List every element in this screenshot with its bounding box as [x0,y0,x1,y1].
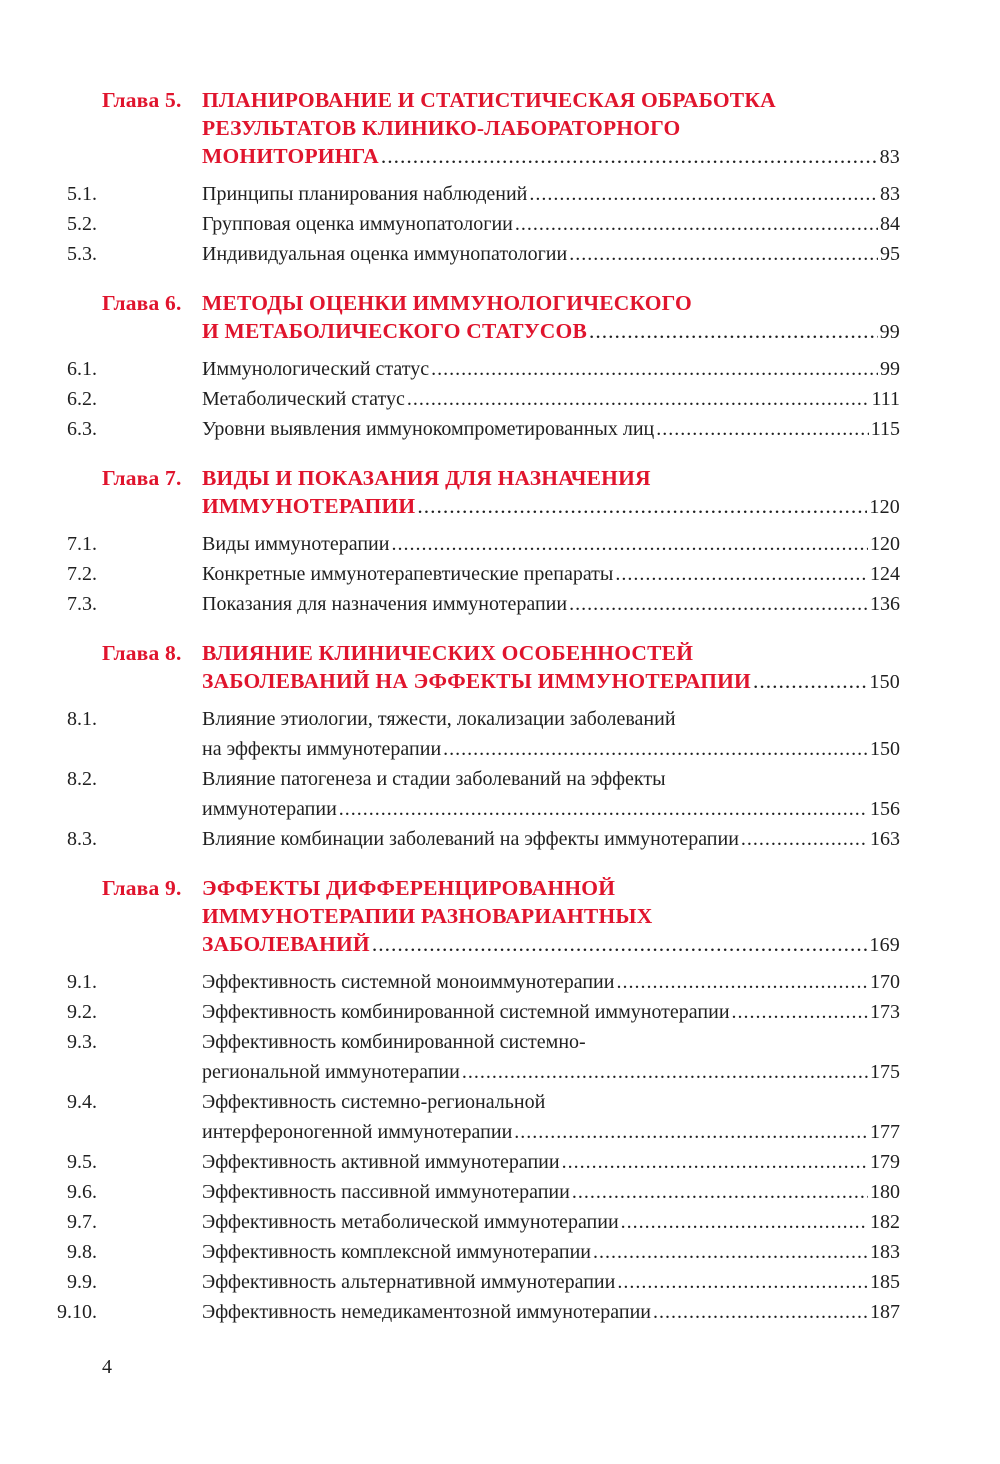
chapter-label: Глава 6. [102,291,182,315]
entry-page-number: 173 [870,1001,900,1023]
entry-line [202,1237,900,1267]
section-number: 6.2. [67,388,97,410]
entry-page-number: 95 [880,243,900,265]
toc-chapter [0,639,1000,854]
chapter-label: Глава 7. [102,466,182,490]
toc-entry[interactable] [0,1087,900,1147]
entry-page-number: 182 [870,1211,900,1233]
entry-title: Эффективность метаболической иммунотерапии [202,1211,619,1233]
chapter-heading[interactable] [0,464,900,521]
dot-leader [569,589,868,619]
toc-entry[interactable] [0,1027,900,1087]
entry-line [202,794,900,824]
dot-leader [443,734,868,764]
toc-chapter [0,86,1000,269]
entry-title: Эффективность комплексной иммунотерапии [202,1241,591,1263]
chapter-heading[interactable] [0,639,900,696]
chapter-title-line [202,639,900,667]
entry-title: иммунотерапии [202,798,337,820]
entry-page-number: 99 [880,358,900,380]
entry-line [202,239,900,269]
entry-line [202,179,900,209]
chapter-page-number: 120 [869,496,900,518]
entry-line [202,529,900,559]
section-number: 7.2. [67,563,97,585]
entry-title: Влияние этиологии, тяжести, локализации заболеваний [202,708,676,730]
entry-page-number: 111 [871,388,900,410]
chapter-label: Глава 5. [102,88,182,112]
chapter-title-text: ЗАБОЛЕВАНИЙ [202,932,370,956]
chapter-page-number: 83 [879,146,900,168]
section-number: 8.3. [67,828,97,850]
toc-entry[interactable] [0,967,900,997]
entry-line [202,734,900,764]
chapter-label: Глава 8. [102,641,182,665]
entry-title: Эффективность комбинированной системной иммунотерапии [202,1001,730,1023]
entry-page-number: 150 [870,738,900,760]
toc-entry[interactable] [0,997,900,1027]
dot-leader [417,492,867,520]
chapter-title-line [202,289,900,317]
dot-leader [372,930,868,958]
entry-title: интерфероногенной иммунотерапии [202,1121,513,1143]
entry-title: Метаболический статус [202,388,405,410]
entry-title: Иммунологический статус [202,358,430,380]
section-number: 6.3. [67,418,97,440]
toc-entry[interactable] [0,1297,900,1327]
section-number: 9.3. [67,1031,97,1053]
chapter-title-text: ЭФФЕКТЫ ДИФФЕРЕНЦИРОВАННОЙ [202,876,616,900]
toc-entry[interactable] [0,1147,900,1177]
toc-entry[interactable] [0,179,900,209]
chapter-title-line [202,930,900,959]
entry-line [202,1267,900,1297]
dot-leader [562,1147,868,1177]
section-number: 9.10. [57,1301,97,1323]
chapter-heading[interactable] [0,289,900,346]
entry-line [202,209,900,239]
entry-page-number: 170 [870,971,900,993]
toc-entry[interactable] [0,239,900,269]
entry-page-number: 183 [870,1241,900,1263]
dot-leader [462,1057,868,1087]
entry-title: Эффективность комбинированной системно- [202,1031,586,1053]
chapter-page-number: 169 [869,934,900,956]
toc-entry[interactable] [0,589,900,619]
chapter-sections [0,704,1000,854]
chapter-title-text: МЕТОДЫ ОЦЕНКИ ИММУНОЛОГИЧЕСКОГО [202,291,692,315]
entry-line [202,1117,900,1147]
entry-title: Уровни выявления иммунокомпрометированных лиц [202,418,655,440]
entry-line [202,384,900,414]
section-number: 7.3. [67,593,97,615]
section-number: 5.2. [67,213,97,235]
section-number: 9.1. [67,971,97,993]
entry-title: Групповая оценка иммунопатологии [202,213,513,235]
entry-page-number: 84 [880,213,900,235]
toc-entry[interactable] [0,384,900,414]
entry-title: Эффективность активной иммунотерапии [202,1151,560,1173]
chapter-title-text: ВЛИЯНИЕ КЛИНИЧЕСКИХ ОСОБЕННОСТЕЙ [202,641,694,665]
entry-line [202,824,900,854]
entry-page-number: 180 [870,1181,900,1203]
dot-leader [656,414,868,444]
chapter-sections [0,529,1000,619]
chapter-title-line [202,142,900,171]
entry-page-number: 177 [870,1121,900,1143]
entry-page-number: 83 [880,183,900,205]
section-number: 9.6. [67,1181,97,1203]
entry-line [202,1027,900,1057]
section-number: 9.9. [67,1271,97,1293]
chapter-title-line [202,902,900,930]
entry-line [202,1207,900,1237]
entry-title: Эффективность альтернативной иммунотерапии [202,1271,616,1293]
entry-line [202,414,900,444]
dot-leader [572,1177,868,1207]
entry-line [202,1087,900,1117]
section-number: 5.3. [67,243,97,265]
entry-line [202,1147,900,1177]
dot-leader [617,1267,868,1297]
entry-title: Эффективность системно-региональной [202,1091,546,1113]
chapter-page-number: 150 [869,671,900,693]
entry-page-number: 175 [870,1061,900,1083]
chapter-title-line [202,492,900,521]
dot-leader [593,1237,868,1267]
chapter-title-text: МОНИТОРИНГА [202,144,379,168]
toc-entry[interactable] [0,824,900,854]
section-number: 9.5. [67,1151,97,1173]
chapter-title-text: ИММУНОТЕРАПИИ [202,494,416,518]
chapter-sections [0,967,1000,1327]
dot-leader [431,354,878,384]
toc-chapter [0,289,1000,444]
chapter-sections [0,179,1000,269]
dot-leader [381,142,878,170]
chapter-title-text: ВИДЫ И ПОКАЗАНИЯ ДЛЯ НАЗНАЧЕНИЯ [202,466,651,490]
chapter-title-text: ПЛАНИРОВАНИЕ И СТАТИСТИЧЕСКАЯ ОБРАБОТКА [202,88,776,112]
entry-title: Виды иммунотерапии [202,533,390,555]
entry-title: Влияние комбинации заболеваний на эффекты иммунотерапии [202,828,739,850]
entry-page-number: 124 [870,563,900,585]
dot-leader [615,559,868,589]
dot-leader [741,824,868,854]
toc-entry[interactable] [0,704,900,764]
chapter-label: Глава 9. [102,876,182,900]
section-number: 9.4. [67,1091,97,1113]
chapter-title-text: ИММУНОТЕРАПИИ РАЗНОВАРИАНТНЫХ [202,904,653,928]
chapter-title-line [202,667,900,696]
entry-line [202,589,900,619]
entry-line [202,704,900,734]
chapter-title-text: И МЕТАБОЛИЧЕСКОГО СТАТУСОВ [202,319,587,343]
toc-chapter [0,874,1000,1327]
dot-leader [616,967,868,997]
dot-leader [407,384,870,414]
entry-line [202,1177,900,1207]
section-number: 9.8. [67,1241,97,1263]
section-number: 9.7. [67,1211,97,1233]
dot-leader [621,1207,868,1237]
dot-leader [529,179,878,209]
chapter-title-text: ЗАБОЛЕВАНИЙ НА ЭФФЕКТЫ ИММУНОТЕРАПИИ [202,669,751,693]
chapter-title-line [202,86,900,114]
entry-line [202,967,900,997]
entry-title: Конкретные иммунотерапевтические препараты [202,563,614,585]
section-number: 7.1. [67,533,97,555]
chapter-sections [0,354,1000,444]
section-number: 6.1. [67,358,97,380]
entry-page-number: 156 [870,798,900,820]
toc-entry[interactable] [0,414,900,444]
entry-title: региональной иммунотерапии [202,1061,460,1083]
table-of-contents [0,86,1000,1327]
entry-line [202,559,900,589]
entry-title: на эффекты иммунотерапии [202,738,442,760]
entry-page-number: 136 [870,593,900,615]
section-number: 8.1. [67,708,97,730]
entry-page-number: 115 [870,418,900,440]
dot-leader [569,239,878,269]
toc-entry[interactable] [0,529,900,559]
entry-title: Эффективность немедикаментозной иммунотерапии [202,1301,651,1323]
entry-title: Эффективность системной моноиммунотерапии [202,971,615,993]
dot-leader [339,794,868,824]
entry-line [202,354,900,384]
toc-entry[interactable] [0,1207,900,1237]
toc-chapter [0,464,1000,619]
entry-title: Показания для назначения иммунотерапии [202,593,568,615]
toc-entry[interactable] [0,209,900,239]
section-number: 5.1. [67,183,97,205]
entry-title: Влияние патогенеза и стадии заболеваний на эффекты [202,768,666,790]
entry-line [202,1297,900,1327]
toc-entry[interactable] [0,1267,900,1297]
entry-line [202,764,900,794]
dot-leader [589,317,878,345]
entry-line [202,1057,900,1087]
chapter-title-line [202,874,900,902]
chapter-page-number: 99 [879,321,900,343]
entry-page-number: 163 [870,828,900,850]
entry-page-number: 179 [870,1151,900,1173]
section-number: 8.2. [67,768,97,790]
dot-leader [515,209,878,239]
dot-leader [753,667,867,695]
chapter-heading[interactable] [0,86,900,171]
toc-entry[interactable] [0,1237,900,1267]
section-number: 9.2. [67,1001,97,1023]
entry-page-number: 185 [870,1271,900,1293]
dot-leader [653,1297,868,1327]
entry-line [202,997,900,1027]
chapter-heading[interactable] [0,874,900,959]
toc-entry[interactable] [0,559,900,589]
dot-leader [514,1117,868,1147]
page-number: 4 [102,1356,112,1378]
dot-leader [732,997,868,1027]
entry-title: Эффективность пассивной иммунотерапии [202,1181,570,1203]
toc-entry[interactable] [0,764,900,824]
chapter-title-line [202,114,900,142]
chapter-title-line [202,317,900,346]
entry-page-number: 187 [870,1301,900,1323]
entry-page-number: 120 [870,533,900,555]
entry-title: Принципы планирования наблюдений [202,183,528,205]
chapter-title-text: РЕЗУЛЬТАТОВ КЛИНИКО-ЛАБОРАТОРНОГО [202,116,681,140]
dot-leader [391,529,868,559]
toc-entry[interactable] [0,354,900,384]
entry-title: Индивидуальная оценка иммунопатологии [202,243,568,265]
chapter-title-line [202,464,900,492]
toc-entry[interactable] [0,1177,900,1207]
